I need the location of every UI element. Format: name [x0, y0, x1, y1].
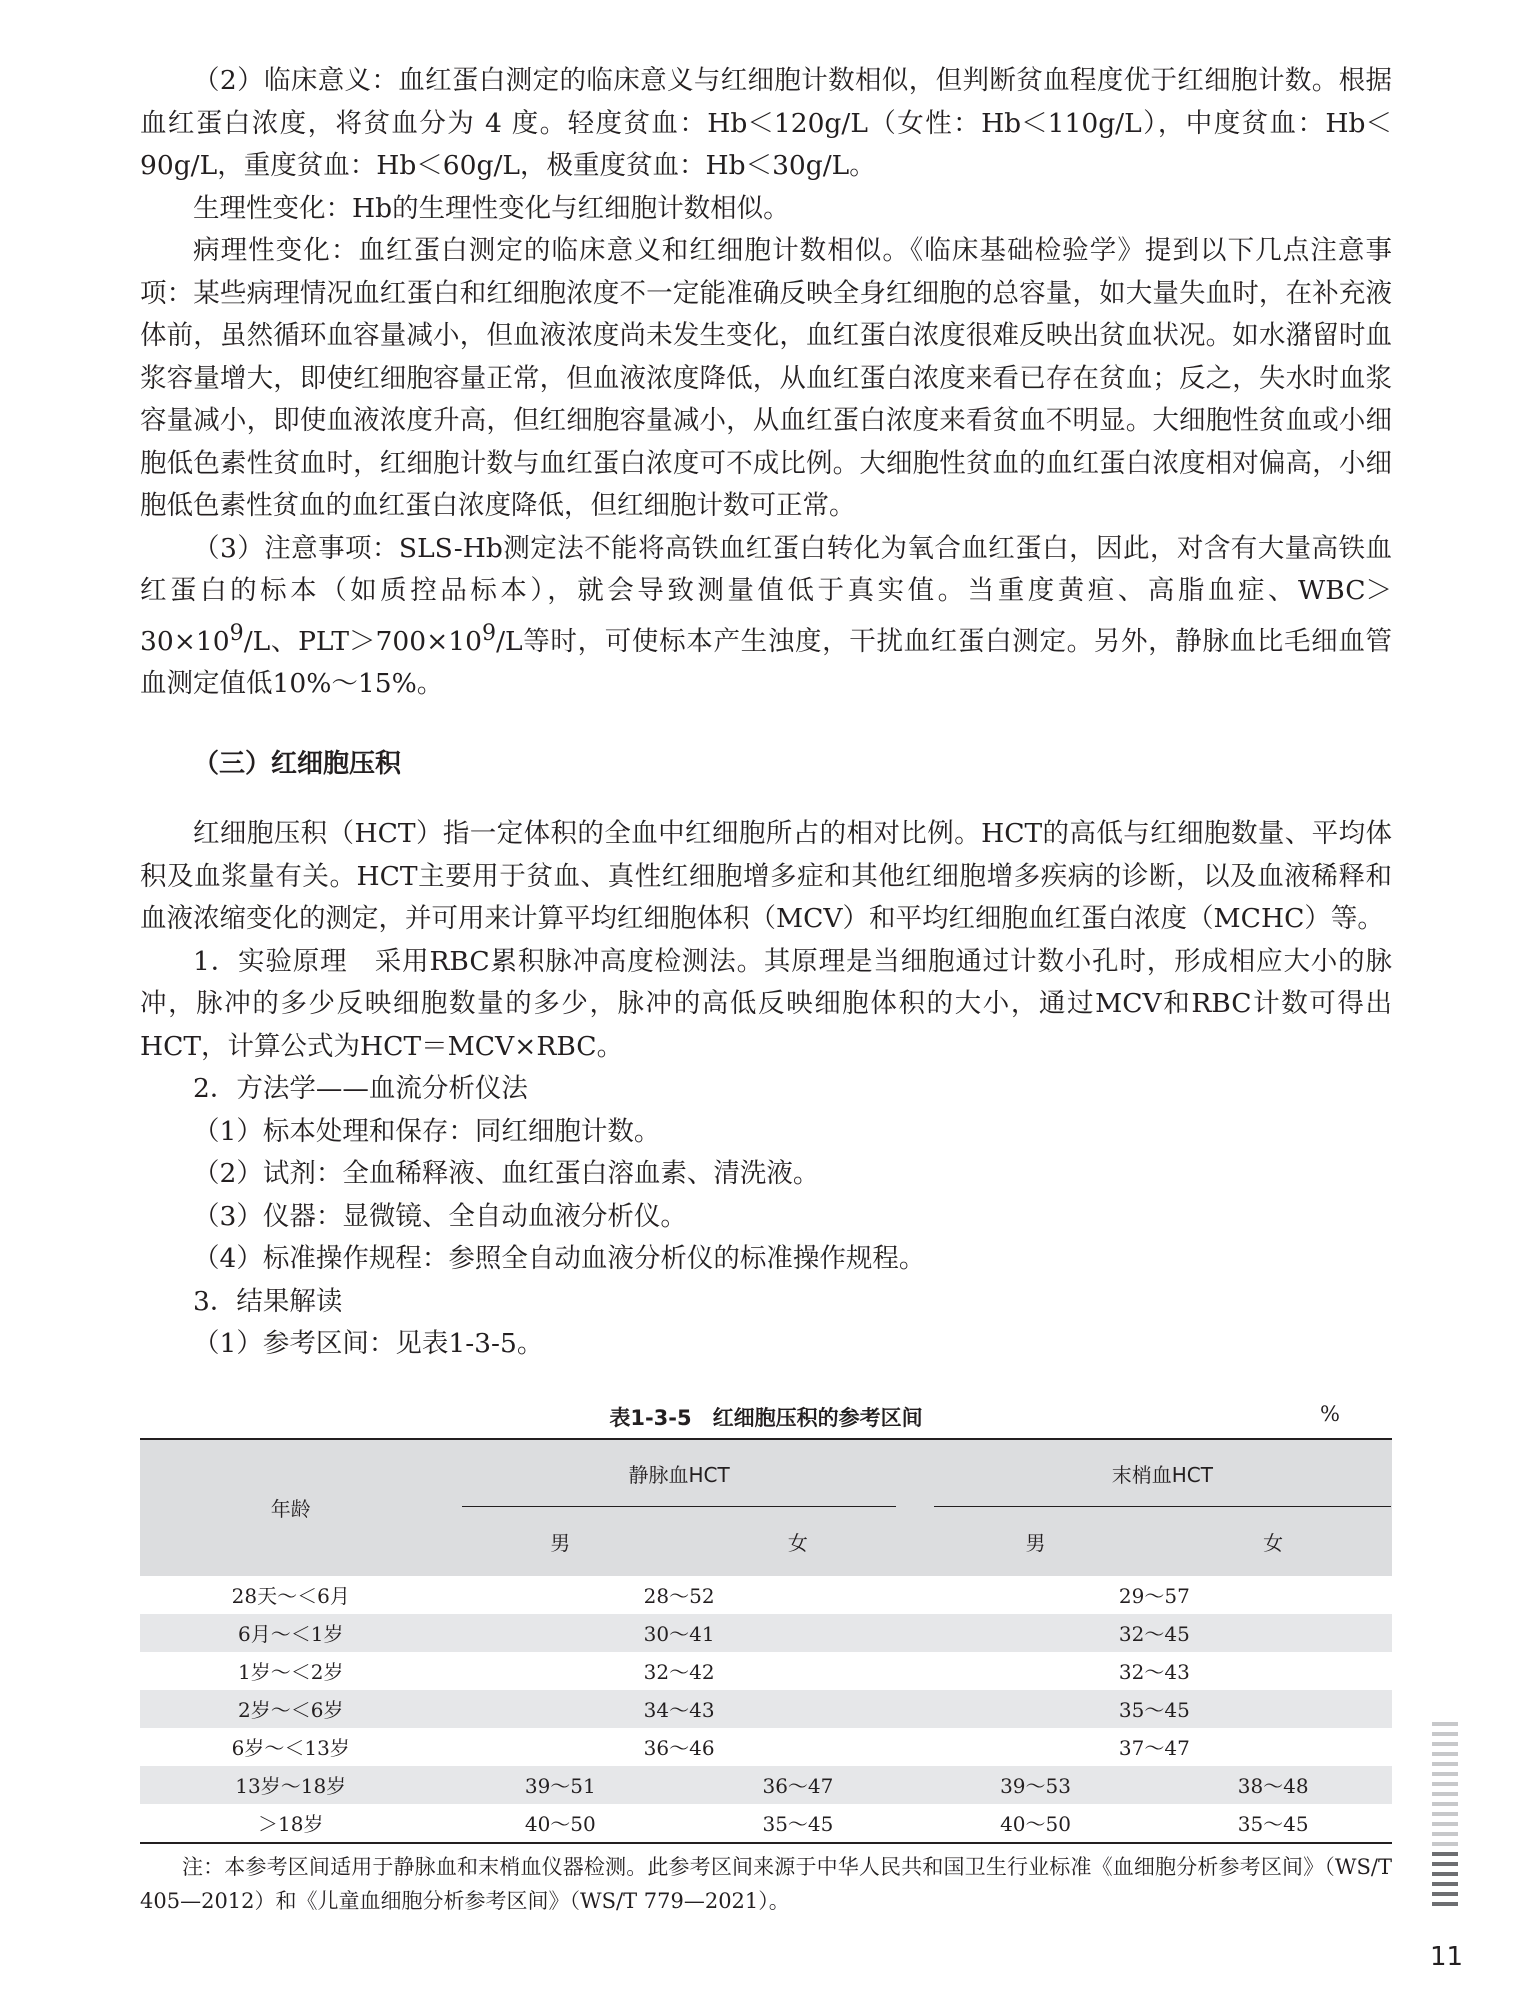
header-peripheral-female: 女: [1154, 1508, 1392, 1576]
paragraph-reagent: （2）试剂：全血稀释液、血红蛋白溶血素、清洗液。: [193, 1158, 820, 1190]
cell-peripheral-male: 39～53: [917, 1766, 1155, 1804]
paragraph-reference: （1）参考区间：见表1-3-5。: [193, 1328, 544, 1360]
table-row: [140, 1690, 1392, 1728]
page-number: 11: [1430, 1942, 1464, 1972]
precautions-text-3: /L等时，可使标本产生浊度，干扰血红蛋白测定。另外，静脉血比毛细血管血测定值低10%～15%。: [140, 625, 1392, 699]
cell-age: 28天～＜6月: [231, 1584, 350, 1609]
cell-venous: 36～46: [643, 1736, 715, 1761]
cell-age: 2岁～＜6岁: [140, 1690, 441, 1728]
table-caption-row: [140, 1398, 1392, 1438]
cell-peripheral: 32～43: [1118, 1660, 1190, 1685]
superscript: 9: [482, 620, 497, 646]
page-thumb-index: [1432, 1722, 1458, 1912]
header-venous-female: 女: [679, 1508, 917, 1576]
paragraph-clinical-significance: （2）临床意义：血红蛋白测定的临床意义与红细胞计数相似，但判断贫血程度优于红细胞计数。根据血红蛋白浓度，将贫血分为 4 度。轻度贫血：Hb＜120g/L（女性：Hb＜110g/L），中度贫血：Hb＜90g/L，重度贫血：Hb＜60g/L，极重度贫血：Hb＜30g/L。: [140, 65, 1392, 181]
table-caption: 表1-3-5 红细胞压积的参考区间: [609, 1405, 923, 1430]
cell-peripheral-female: 38～48: [1154, 1766, 1392, 1804]
table-row: [140, 1614, 1392, 1652]
cell-peripheral-female: 35～45: [1154, 1804, 1392, 1843]
table-note: 注：本参考区间适用于静脉血和末梢血仪器检测。此参考区间来源于中华人民共和国卫生行业标准《血细胞分析参考区间》（WS/T 405—2012）和《儿童血细胞分析参考区间》（WS/T 779—2021）。: [140, 1854, 1392, 1913]
paragraph-principle: 1．实验原理 采用RBC累积脉冲高度检测法。其原理是当细胞通过计数小孔时，形成相应大小的脉冲，脉冲的多少反映细胞数量的多少，脉冲的高低反映细胞体积的大小，通过MCV和RBC计数可得出HCT，计算公式为HCT＝MCV×RBC。: [140, 945, 1392, 1062]
paragraph-instrument: （3）仪器：显微镜、全自动血液分析仪。: [193, 1200, 687, 1232]
paragraph-sop: （4）标准操作规程：参照全自动血液分析仪的标准操作规程。: [193, 1243, 926, 1275]
header-peripheral-male: 男: [917, 1508, 1155, 1576]
cell-venous: 34～43: [441, 1690, 916, 1728]
cell-peripheral: 32～45: [917, 1614, 1392, 1652]
cell-age: 1岁～＜2岁: [238, 1660, 344, 1685]
paragraph-pathological-change: 病理性变化：血红蛋白测定的临床意义和红细胞计数相似。《临床基础检验学》提到以下几点注意事项：某些病理情况血红蛋白和红细胞浓度不一定能准确反映全身红细胞的总容量，如大量失血时，在补充液体前，虽然循环血容量减小，但血液浓度尚未发生变化，血红蛋白浓度很难反映出贫血状况。如水潴留时血浆容量增大，即使红细胞容量正常，但血液浓度降低，从血红蛋白浓度来看已存在贫血；反之，失水时血浆容量减小，即使血液浓度升高，但红细胞容量减小，从血红蛋白浓度来看贫血不明显。大细胞性贫血或小细胞低色素性贫血时，红细胞计数与血红蛋白浓度可不成比例。大细胞性贫血的血红蛋白浓度相对偏高，小细胞低色素性贫血的血红蛋白浓度降低，但红细胞计数可正常。: [140, 235, 1392, 521]
cell-venous-male: 40～50: [441, 1804, 679, 1843]
cell-venous-male: 39～51: [441, 1766, 679, 1804]
precautions-text-2: /L、PLT＞700×10: [243, 625, 483, 657]
cell-venous: 32～42: [643, 1660, 715, 1685]
page-content: [140, 60, 1392, 1939]
cell-age: 6岁～＜13岁: [231, 1736, 350, 1761]
cell-age: 6月～＜1岁: [140, 1614, 441, 1652]
table-row: [140, 1652, 1392, 1690]
header-age: 年龄: [140, 1439, 441, 1576]
superscript: 9: [229, 620, 244, 646]
paragraph-hct-definition: 红细胞压积（HCT）指一定体积的全血中红细胞所占的相对比例。HCT的高低与红细胞数量、平均体积及血浆量有关。HCT主要用于贫血、真性红细胞增多症和其他红细胞增多疾病的诊断，以及血液稀释和血液浓缩变化的测定，并可用来计算平均红细胞体积（MCV）和平均红细胞血红蛋白浓度（MCHC）等。: [140, 818, 1392, 935]
header-venous: 静脉血HCT: [441, 1439, 916, 1508]
table-row: [140, 1576, 1392, 1614]
paragraph-methodology: 2．方法学——血流分析仪法: [193, 1073, 528, 1105]
precautions-text-1: （3）注意事项：SLS-Hb测定法不能将高铁血红蛋白转化为氧合血红蛋白，因此，对含有大量高铁血红蛋白的标本（如质控品标本），就会导致测量值低于真实值。当重度黄疸、高脂血症、WBC＞30×10: [140, 532, 1392, 657]
hct-reference-table: [140, 1438, 1392, 1844]
cell-venous-female: 36～47: [679, 1766, 917, 1804]
paragraph-physiological-change: 生理性变化：Hb的生理性变化与红细胞计数相似。: [193, 192, 790, 224]
table-row: [140, 1804, 1392, 1843]
cell-peripheral-male: 40～50: [917, 1804, 1155, 1843]
cell-venous: 28～52: [643, 1584, 715, 1609]
paragraph-results: 3．结果解读: [193, 1285, 343, 1317]
cell-venous-female: 35～45: [679, 1804, 917, 1843]
table-unit: %: [1320, 1401, 1340, 1426]
cell-peripheral: 37～47: [1118, 1736, 1190, 1761]
table-row: [140, 1766, 1392, 1804]
paragraph-precautions: [140, 528, 1392, 706]
section-heading: （三）红细胞压积: [193, 749, 402, 780]
cell-age: 13岁～18岁: [140, 1766, 441, 1804]
cell-peripheral: 29～57: [1118, 1584, 1190, 1609]
cell-peripheral: 35～45: [917, 1690, 1392, 1728]
cell-venous: 30～41: [441, 1614, 916, 1652]
header-peripheral: 末梢血HCT: [917, 1439, 1392, 1508]
cell-age: ＞18岁: [140, 1804, 441, 1843]
paragraph-specimen: （1）标本处理和保存：同红细胞计数。: [193, 1115, 661, 1147]
table-row: [140, 1728, 1392, 1766]
header-venous-male: 男: [441, 1508, 679, 1576]
